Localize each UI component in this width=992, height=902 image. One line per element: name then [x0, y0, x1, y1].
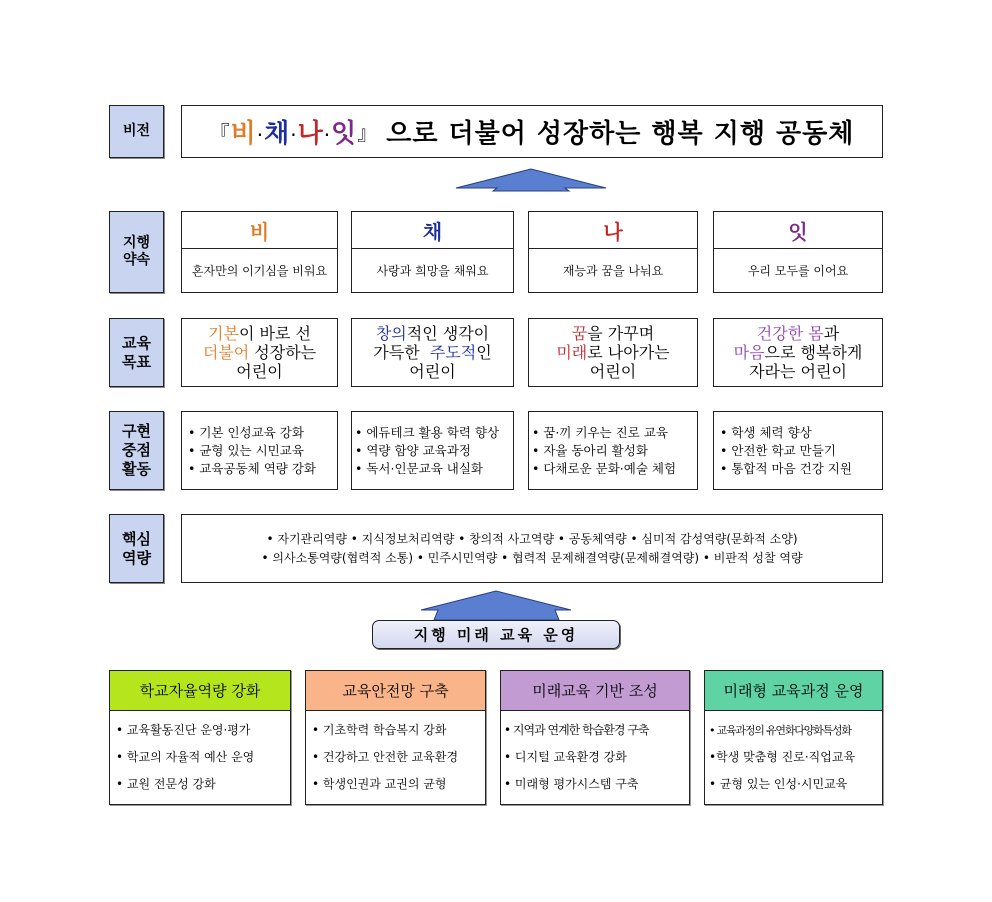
goals-label	[109, 318, 164, 387]
pillar-header	[501, 671, 689, 711]
pillar-header	[306, 671, 485, 711]
pillar-title: 미래형 교육과정 운영	[723, 682, 864, 700]
vision-statement-box	[181, 105, 883, 158]
pillar-item: • 기초학력 학습복지 강화	[312, 723, 447, 737]
pillar-item: • 디지털 교육환경 강화	[504, 750, 627, 764]
label-line: 핵심	[122, 529, 151, 548]
promise-card-chae	[351, 211, 514, 293]
goal-line: 건강한 몸과	[756, 324, 840, 343]
activity-item: • 통합적 마음 건강 지원	[720, 460, 852, 476]
pillar-item: • 교육과정의 유연화다양화특성화	[709, 724, 851, 737]
activity-item: • 균형 있는 시민교육	[188, 442, 304, 458]
vision-keyword: 채	[264, 119, 291, 149]
pillar-item: •학생 맞춤형 진로·직업교육	[709, 750, 856, 764]
pillar-card	[500, 670, 690, 805]
promise-text: 재능과 꿈을 나눠요	[562, 264, 664, 278]
open-quote: 『	[209, 121, 231, 145]
promise-label	[109, 211, 164, 293]
promise-text: 사랑과 희망을 채워요	[376, 264, 489, 278]
promise-key-text: 채	[422, 219, 443, 244]
goal-line: 자라는 어린이	[749, 362, 847, 381]
activity-item: • 안전한 학교 만들기	[720, 442, 836, 458]
vision-keyword: ·	[256, 123, 265, 147]
activity-item: • 에듀테크 활용 학력 향상	[355, 424, 500, 440]
competency-line: • 자기관리역량 • 지식정보처리역량 • 창의적 사고역량 • 공동체역량 • 심미적 감성역량(문화적 소양)	[266, 531, 798, 546]
pillar-title: 미래교육 기반 조성	[532, 682, 658, 700]
goal-card	[181, 318, 338, 387]
vision-keyword: 비	[230, 119, 257, 149]
goal-line: 창의적인 생각이	[375, 324, 490, 343]
label-line: 지행	[122, 235, 151, 251]
vision-statement-text: 으로 더불어 성장하는 행복 지행 공동체	[386, 119, 855, 149]
goal-line: 어린이	[589, 362, 637, 381]
activity-card	[528, 411, 698, 490]
pillar-body	[501, 711, 689, 804]
goal-card	[713, 318, 883, 387]
activity-item: • 다채로운 문화·예술 체험	[532, 460, 677, 476]
activity-card	[351, 411, 514, 490]
pillar-item: • 학생인권과 교권의 균형	[312, 777, 447, 791]
label-line: 교육	[122, 333, 151, 352]
pillar-item: • 건강하고 안전한 교육환경	[312, 750, 459, 764]
pillar-body	[705, 711, 882, 804]
pillar-title: 교육안전망 구축	[342, 682, 449, 700]
goal-line: 미래로 나아가는	[556, 343, 670, 362]
activity-item: • 자율 동아리 활성화	[532, 442, 648, 458]
promise-text: 혼자만의 이기심을 비워요	[191, 264, 328, 278]
vision-label	[109, 105, 164, 158]
goal-card	[351, 318, 514, 387]
activity-card	[181, 411, 338, 490]
competency-box	[181, 514, 883, 583]
promise-key-text: 비	[249, 219, 270, 244]
label-line: 역량	[122, 548, 151, 567]
promise-key-text: 잇	[788, 219, 808, 244]
activity-item: • 역량 함양 교육과정	[355, 442, 471, 458]
pillar-body	[306, 711, 485, 804]
label-line: 목표	[122, 352, 151, 371]
vision-keyword: ·	[323, 123, 332, 147]
pillar-card	[109, 670, 291, 805]
vision-label-text: 비전	[122, 123, 151, 139]
pillar-item: • 교육활동진단 운영·평가	[116, 723, 251, 737]
promise-card-na	[528, 211, 698, 293]
activity-item: • 교육공동체 역량 강화	[188, 460, 316, 476]
goal-line: 마음으로 행복하게	[733, 343, 863, 362]
promise-key-text: 나	[603, 219, 623, 244]
pillar-header	[705, 671, 882, 711]
promise-key	[529, 212, 697, 249]
pillar-header	[110, 671, 290, 711]
label-line: 활동	[122, 460, 151, 478]
pillar-item: • 학교의 자율적 예산 운영	[116, 750, 255, 764]
vision-keywords	[231, 113, 358, 150]
close-quote: 』	[357, 121, 379, 145]
up-arrow-icon	[420, 590, 572, 621]
promise-card-it	[713, 211, 883, 293]
pillar-item: • 미래형 평가시스템 구축	[504, 777, 639, 791]
pillar-title: 학교자율역량 강화	[139, 682, 261, 700]
competency-line: • 의사소통역량(협력적 소통) • 민주시민역량 • 협력적 문제해결역량(문제해결역량) • 비판적 성찰 역량	[261, 550, 803, 565]
promise-key	[352, 212, 513, 249]
vision-keyword: 나	[297, 119, 324, 149]
activity-item: • 독서·인문교육 내실화	[355, 460, 483, 476]
pillar-card	[305, 670, 486, 805]
up-arrow-icon	[455, 168, 607, 192]
activity-item: • 꿈·끼 키우는 진로 교육	[532, 424, 668, 440]
pillar-item: • 교원 전문성 강화	[116, 777, 216, 791]
activity-item: • 학생 체력 향상	[720, 424, 812, 440]
label-line: 약속	[122, 252, 151, 268]
activity-card	[713, 411, 883, 490]
promise-key	[182, 212, 337, 249]
vision-keyword: 잇	[331, 119, 358, 149]
competency-label	[109, 514, 164, 583]
pillar-item: • 균형 있는 인성·시민교육	[709, 777, 848, 791]
operation-title	[372, 620, 620, 649]
goal-card	[528, 318, 698, 387]
goal-line: 기본이 바로 선	[208, 324, 311, 343]
pillar-card	[704, 670, 883, 805]
vision-keyword: ·	[290, 123, 298, 147]
goal-line: 어린이	[409, 362, 456, 381]
activity-item: • 기본 인성교육 강화	[188, 424, 304, 440]
operation-title-text: 지행 미래 교육 운영	[413, 626, 579, 644]
goal-line: 더불어 성장하는	[202, 343, 317, 362]
promise-card-bi	[181, 211, 338, 293]
promise-text: 우리 모두를 이어요	[747, 264, 849, 278]
activities-label	[109, 411, 164, 490]
goal-line: 꿈을 가꾸며	[571, 324, 655, 343]
goal-line: 가득한 주도적인	[373, 343, 492, 362]
pillar-item: • 지역과 연계한 학습환경 구축	[504, 723, 649, 737]
promise-key	[714, 212, 882, 249]
goal-line: 어린이	[236, 362, 283, 381]
label-line: 구현	[122, 422, 151, 440]
label-line: 중점	[122, 441, 151, 459]
pillar-body	[110, 711, 290, 804]
